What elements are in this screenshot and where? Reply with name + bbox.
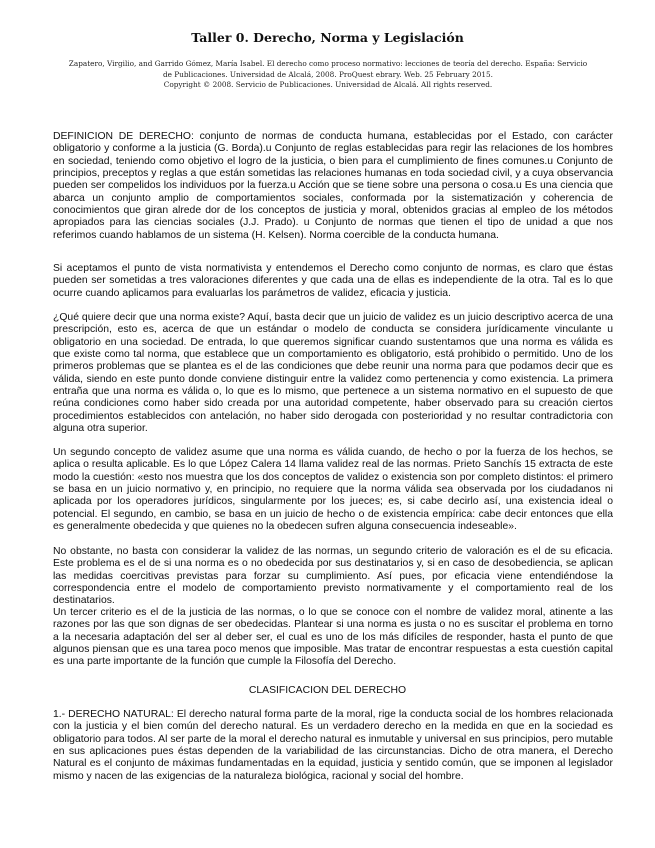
section-heading: CLASIFICACION DEL DERECHO bbox=[248, 685, 407, 696]
paragraph-natural-law: 1.- DERECHO NATURAL: El derecho natural forma parte de la moral, rige la conducta social de los hombres relacionada con la justicia y el bien común del derecho natural. Es un verdadero derecho en la medida en que en la sociedad es obligatorio para todos. Al ser parte de la moral el derecho natural es inmutable y universal en sus principios, pero mutable en sus aplicaciones pues éstas dependen de la variabilidad de las circunstancias. Dicho de otra manera, el Derecho Natural es el conjunto de máximas fundamentadas en la equidad, justicia y sentido común, que se imponen al legislador mismo y nacen de las exigencias de la naturaleza biológica, racional y social del hombre. bbox=[53, 709, 613, 782]
paragraph-efficacy: No obstante, no basta con considerar la validez de las normas, un segundo criterio de valoración es el de su eficacia. Este problema es el de si una norma es o no obedecida por sus destinatarios y, si en caso de desobediencia, se aplican las medidas coercitivas previstas para forzar su cumplimiento. Así pues, por eficacia viene entendiéndose la correspondencia entre el modelo de comportamiento previsto normativamente y el comportamiento real de los destinatarios. bbox=[53, 546, 613, 607]
paragraph-definition: DEFINICION DE DERECHO: conjunto de normas de conducta humana, establecidas por el Estado, con carácter obligatorio y conforme a la justicia (G. Borda).u Conjunto de reglas establecidas para regir las relaciones de los hombres en sociedad, teniendo como objetivo el logro de la justicia, o bien para el cumplimiento de fines comunes.u Conjunto de principios, preceptos y reglas a que están sometidas las relaciones humanas en toda sociedad civil, y a cuya observancia pueden ser compelidos los individuos por la fuerza.u Acción que se tiene sobre una persona o cosa.u Es una ciencia que abarca un conjunto amplio de comportamientos sociales, conformada por la sistematización y coherencia de conocimientos que giran alrede dor de los conceptos de justicia y moral, obtenidos gracias al empleo de los métodos apropiados para las ciencias sociales (J.J. Prado). u Conjunto de normas que tienen el tipo de unidad a que nos referimos cuando hablamos de un sistema (H. Kelsen). Norma coercible de la conducta humana. bbox=[53, 131, 613, 241]
document-title: Taller 0. Derecho, Norma y Legislación bbox=[191, 30, 464, 45]
citation-block bbox=[68, 59, 588, 91]
paragraph-justice: Un tercer criterio es el de la justicia de las normas, o lo que se conoce con el nombre de validez moral, atinente a las razones por las que son dignas de ser obedecidas. Plantear si una norma es justa o no es suscitar el problema en torno a la necesaria adaptación del ser al deber ser, el cual es uno de los más difíciles de responder, hasta el punto de que algunos piensan que es una tarea poco menos que imposible. Mas tratar de encontrar respuestas a esta cuestión capital es una parte importante de la función que cumple la Filosofía del Derecho. bbox=[53, 607, 613, 668]
copyright-text: Copyright © 2008. Servicio de Publicaciones. Universidad de Alcalá. All rights reserved. bbox=[163, 80, 493, 90]
citation-text: Zapatero, Virgilio, and Garrido Gómez, María Isabel. El derecho como proceso normativo: lecciones de teoría del derecho. España: Servicio de Publicaciones. Universidad de Alcalá, 2008. ProQuest ebrary. Web. 25 February 2015. bbox=[68, 59, 588, 79]
paragraph-normativist-view: Si aceptamos el punto de vista normativista y entendemos el Derecho como conjunto de normas, es claro que éstas pueden ser sometidas a tres valoraciones diferentes y que cada una de ellas es independiente de la otra. Tal es lo que ocurre cuando aplicamos para evaluarlas los parámetros de validez, eficacia y justicia. bbox=[53, 263, 613, 299]
paragraph-validity: ¿Qué quiere decir que una norma existe? Aquí, basta decir que un juicio de validez es un juicio descriptivo acerca de una prescripción, esto es, acerca de que un estándar o modelo de conducta se considera jurídicamente vinculante u obligatorio en una sociedad. De entrada, lo que queremos significar cuando sustentamos que una norma es válida es que existe como tal norma, que establece que un comportamiento es obligatorio, está prohibido o permitido. Uno de los primeros problemas que se plantea es el de las condiciones que debe reunir una norma para que podamos decir que es válida, siendo en este punto donde conviene distinguir entre la validez como pertenencia y como existencia. La primera entraña que una norma es válida o, lo que es lo mismo, que pertenece a un sistema normativo en el supuesto de que reúna condiciones como haber sido creada por una autoridad competente, haber observado para su creación ciertos procedimientos establecidos con antelación, no haber sido derogada con posterioridad y no resultar contradictoria con alguna otra superior. bbox=[53, 312, 613, 435]
paragraph-second-validity-concept: Un segundo concepto de validez asume que una norma es válida cuando, de hecho o por la fuerza de los hechos, se aplica o resulta aplicable. Es lo que López Calera 14 llama validez real de las normas. Prieto Sanchís 15 extracta de este modo la cuestión: «esto nos muestra que los dos conceptos de validez o existencia son por completo distintos: el primero se basa en un juicio normativo y, en principio, no requiere que la norma válida sea observada por los ciudadanos ni aplicada por los operadores jurídicos, singularmente por los jueces; es, si cabe decirlo así, una existencia ideal o potencial. El segundo, en cambio, se basa en un juicio de hecho o de existencia empírica: cabe decir entonces que ella es generalmente obedecida y que quienes no la obedecen sufren alguna consecuencia indeseable». bbox=[53, 447, 613, 533]
